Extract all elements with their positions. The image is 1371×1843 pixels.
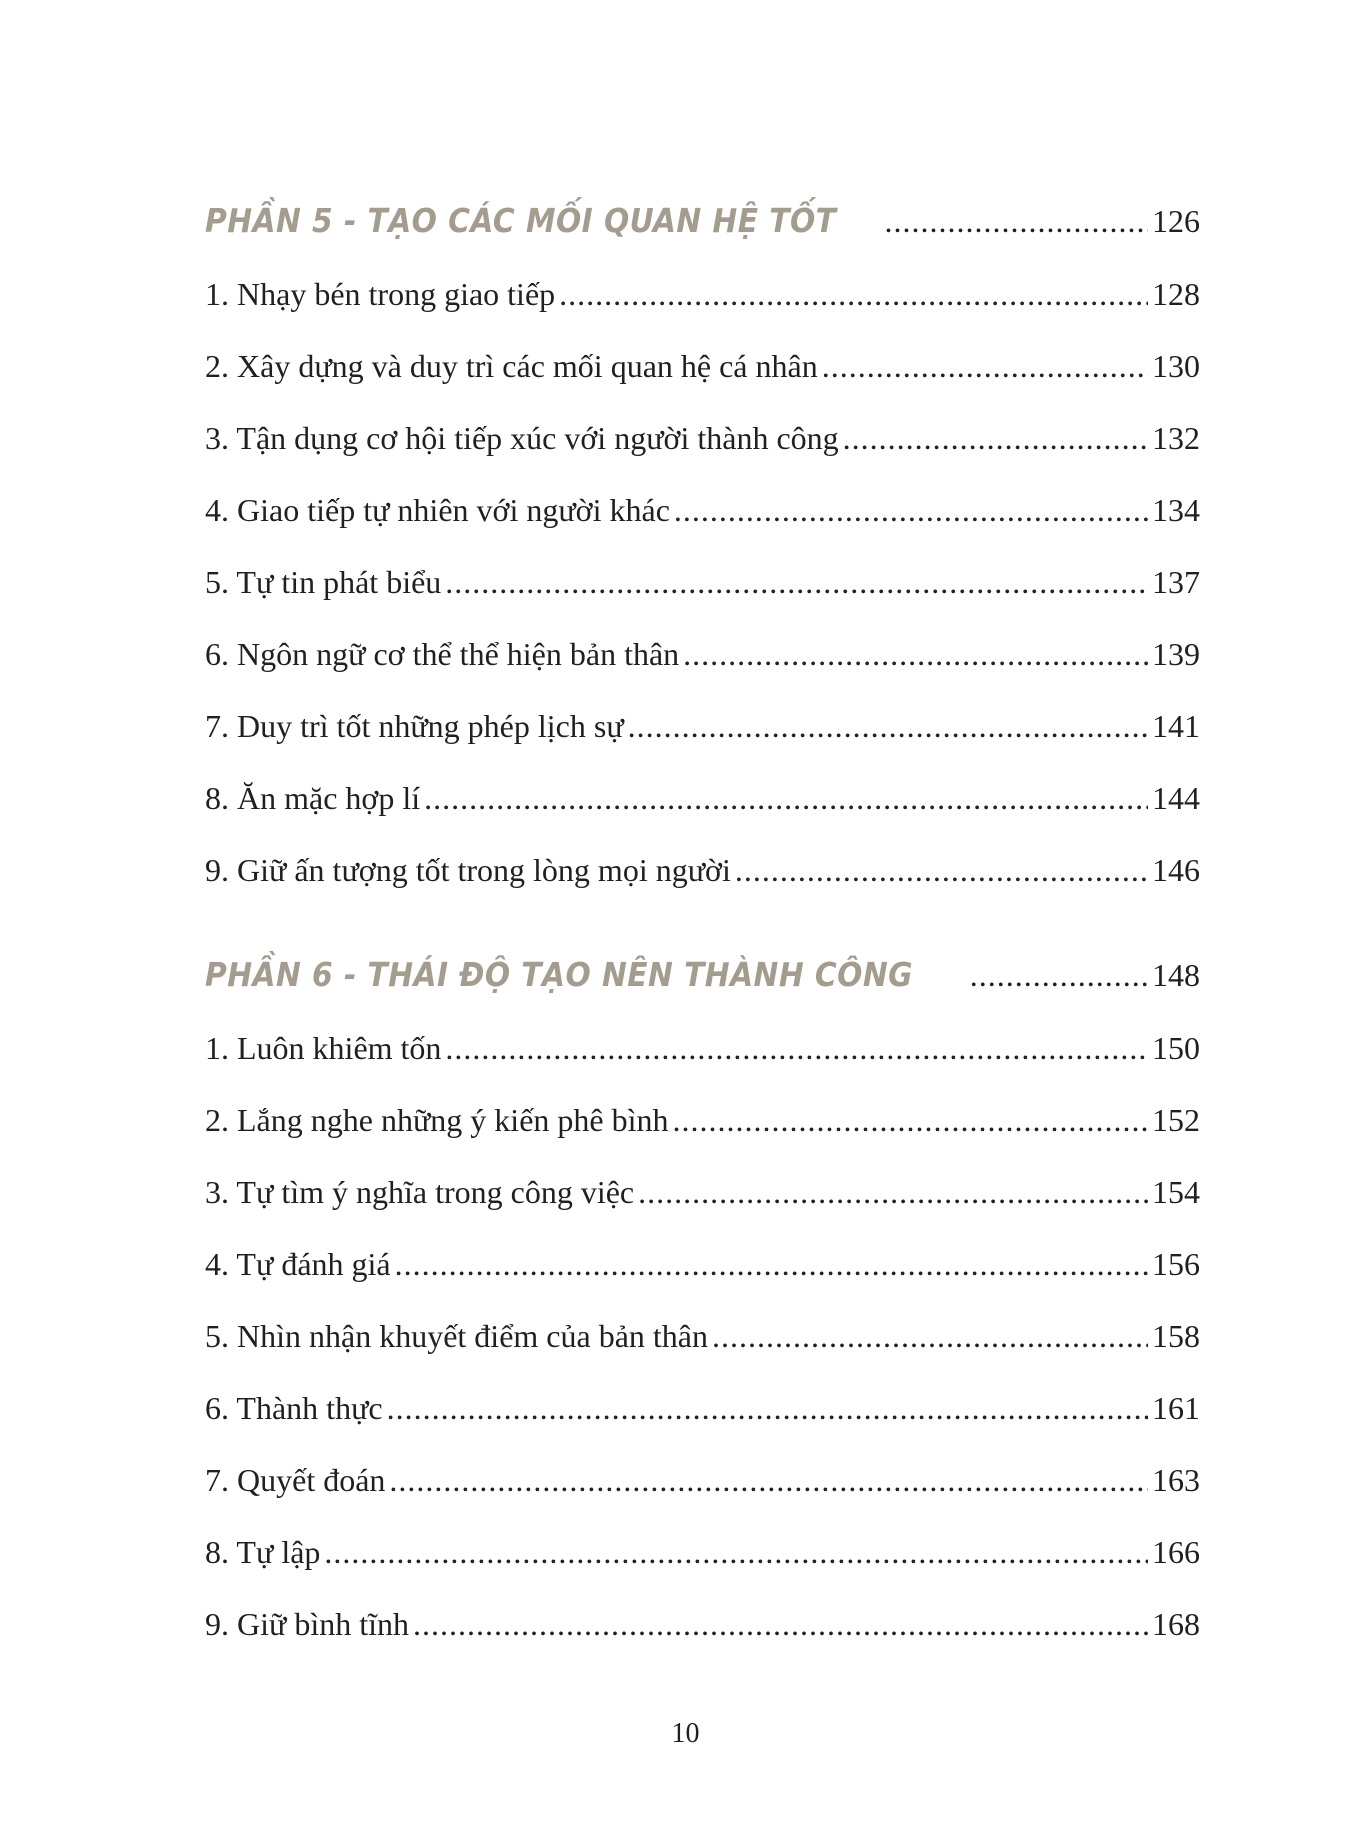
toc-entry[interactable]: [205, 1084, 1200, 1156]
toc-entry-page: 154: [1152, 1174, 1200, 1210]
toc-entry[interactable]: [205, 762, 1200, 834]
toc-entry-label: 9. Giữ bình tĩnh: [205, 1606, 410, 1642]
dot-leader: [672, 1084, 1148, 1156]
toc-entry-label: 7. Quyết đoán: [205, 1462, 386, 1498]
dot-leader: [559, 258, 1148, 330]
toc-entry[interactable]: [205, 402, 1200, 474]
toc-heading-part-6[interactable]: [205, 938, 1200, 1012]
toc-entry-page: 141: [1152, 708, 1200, 744]
toc-entry[interactable]: [205, 1588, 1200, 1660]
toc-entry-label: 3. Tận dụng cơ hội tiếp xúc với người thành công: [205, 420, 839, 456]
toc-entry-page: 139: [1152, 636, 1200, 672]
toc-heading-title: PHẦN 5 - TẠO CÁC MỐI QUAN HỆ TỐT: [205, 201, 837, 240]
toc-entry[interactable]: [205, 330, 1200, 402]
dot-leader: [712, 1300, 1148, 1372]
toc-entry-page: 132: [1152, 420, 1200, 456]
toc-entry[interactable]: [205, 618, 1200, 690]
dot-leader: [324, 1516, 1148, 1588]
toc-entry-label: 7. Duy trì tốt những phép lịch sự: [205, 708, 624, 744]
dot-leader: [445, 1012, 1148, 1084]
toc-entry-page: 163: [1152, 1462, 1200, 1498]
toc-entry-page: 144: [1152, 780, 1200, 816]
dot-leader: [674, 474, 1148, 546]
toc-entry-page: 150: [1152, 1030, 1200, 1066]
toc-entry[interactable]: [205, 1444, 1200, 1516]
toc-entry[interactable]: [205, 1228, 1200, 1300]
toc-entry-label: 1. Luôn khiêm tốn: [205, 1030, 442, 1066]
dot-leader: [387, 1372, 1148, 1444]
toc-entry-page: 137: [1152, 564, 1200, 600]
dot-leader: [389, 1444, 1148, 1516]
toc-entry-label: 9. Giữ ấn tượng tốt trong lòng mọi người: [205, 852, 731, 888]
dot-leader: [735, 834, 1148, 906]
toc-entry-label: 3. Tự tìm ý nghĩa trong công việc: [205, 1174, 635, 1210]
toc-entry-label: 2. Lắng nghe những ý kiến phê bình: [205, 1102, 669, 1138]
toc-entry-page: 158: [1152, 1318, 1200, 1354]
toc-heading-title: PHẦN 6 - THÁI ĐỘ TẠO NÊN THÀNH CÔNG: [205, 955, 914, 994]
toc-entry-label: 6. Ngôn ngữ cơ thể thể hiện bản thân: [205, 636, 680, 672]
toc-entry[interactable]: [205, 1156, 1200, 1228]
toc-entry-page: 146: [1152, 852, 1200, 888]
dot-leader: [445, 546, 1148, 618]
toc-entry-label: 1. Nhạy bén trong giao tiếp: [205, 276, 556, 312]
toc-heading-page: 148: [1152, 957, 1200, 993]
toc-entry[interactable]: [205, 1372, 1200, 1444]
dot-leader: [970, 938, 1148, 1012]
dot-leader: [885, 184, 1148, 258]
toc-entry-page: 152: [1152, 1102, 1200, 1138]
dot-leader: [628, 690, 1148, 762]
toc-entry[interactable]: [205, 834, 1200, 906]
toc-entry-page: 156: [1152, 1246, 1200, 1282]
toc-entry-label: 4. Tự đánh giá: [205, 1246, 391, 1282]
toc-entry[interactable]: [205, 474, 1200, 546]
dot-leader: [822, 330, 1148, 402]
page-number: 10: [671, 1718, 700, 1749]
toc-entry-page: 130: [1152, 348, 1200, 384]
dot-leader: [638, 1156, 1148, 1228]
dot-leader: [413, 1588, 1148, 1660]
toc-entry-page: 168: [1152, 1606, 1200, 1642]
toc-entry-label: 6. Thành thực: [205, 1390, 383, 1426]
toc-entry-label: 4. Giao tiếp tự nhiên với người khác: [205, 492, 670, 528]
dot-leader: [843, 402, 1148, 474]
toc-entry[interactable]: [205, 1300, 1200, 1372]
toc-entry[interactable]: [205, 258, 1200, 330]
dot-leader: [395, 1228, 1148, 1300]
toc-section-part-6: [205, 938, 1200, 1660]
dot-leader: [424, 762, 1148, 834]
toc-entry-page: 128: [1152, 276, 1200, 312]
toc-entry[interactable]: [205, 690, 1200, 762]
toc-entry-page: 134: [1152, 492, 1200, 528]
toc-entry[interactable]: [205, 546, 1200, 618]
toc-entry[interactable]: [205, 1516, 1200, 1588]
toc-entry-page: 166: [1152, 1534, 1200, 1570]
toc-section-part-5: [205, 184, 1200, 906]
toc-entry-page: 161: [1152, 1390, 1200, 1426]
toc-entry-label: 5. Tự tin phát biểu: [205, 564, 442, 600]
toc-entry-label: 8. Ăn mặc hợp lí: [205, 780, 421, 816]
toc-entry[interactable]: [205, 1012, 1200, 1084]
toc-entry-label: 2. Xây dựng và duy trì các mối quan hệ cá nhân: [205, 348, 818, 384]
toc-entry-label: 8. Tự lập: [205, 1534, 321, 1570]
toc-entry-label: 5. Nhìn nhận khuyết điểm của bản thân: [205, 1318, 708, 1354]
dot-leader: [683, 618, 1148, 690]
toc-heading-part-5[interactable]: [205, 184, 1200, 258]
toc-heading-page: 126: [1152, 203, 1200, 239]
